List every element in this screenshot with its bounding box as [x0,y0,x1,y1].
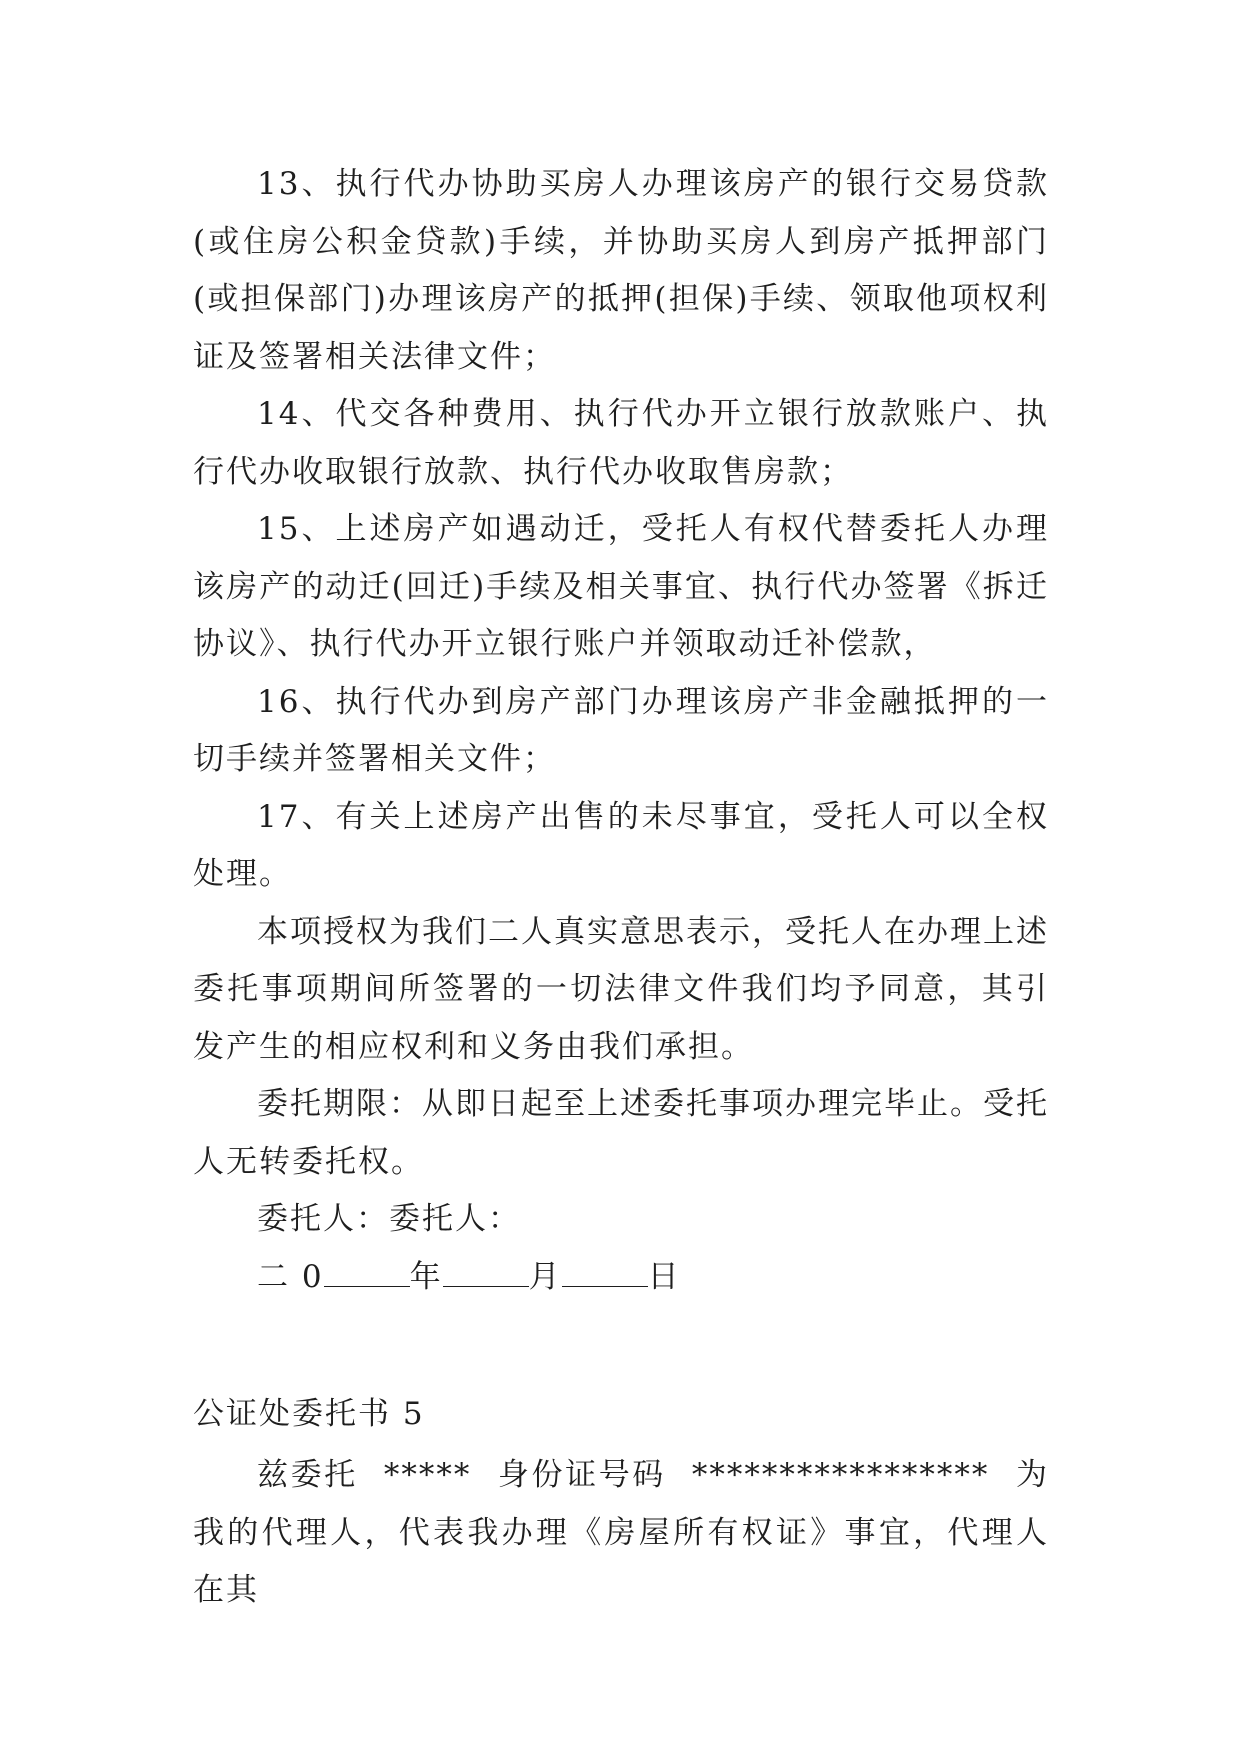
principals-signature-line: 委托人：委托人： [257,1201,521,1237]
term-of-entrustment: 委托期限：从即日起至上述委托事项办理完毕止。受托人无转委托权。 [193,1086,1049,1180]
day-blank [562,1260,648,1287]
masked-id-number: ***************** [691,1457,990,1493]
id-label: 身份证号码 [497,1457,666,1493]
document-page [193,156,1050,1608]
clause-13: 13、执行代办协助买房人办理该房产的银行交易贷款(或住房公积金贷款)手续，并协助买房人到房产抵押部门(或担保部门)办理该房产的抵押(担保)手续、领取他项权利证及签署相关法律文件； [193,166,1049,375]
date-line [193,1249,1049,1307]
clause-14: 14、代交各种费用、执行代办开立银行放款账户、执行代办收取银行放款、执行代办收取售房款； [193,396,1049,490]
month-blank [443,1260,529,1287]
clause-15: 15、上述房产如遇动迁，受托人有权代替委托人办理该房产的动迁(回迁)手续及相关事宜、执行代办签署《拆迁协议》、执行代办开立银行账户并领取动迁补偿款， [193,511,1049,662]
section5-intro [193,1447,1049,1620]
year-blank [324,1260,410,1287]
section-title: 公证处委托书 5 [193,1396,425,1432]
intro-entrust: 兹委托 [257,1457,358,1493]
masked-name: ***** [383,1457,472,1493]
intro-continuation: 为我的代理人，代表我办理《房屋所有权证》事宜，代理人在其 [193,1457,1050,1608]
section5-body [193,1447,1049,1620]
month-label: 月 [528,1258,562,1295]
authorization-statement: 本项授权为我们二人真实意思表示，受托人在办理上述委托事项期间所签署的一切法律文件我们均予同意，其引发产生的相应权利和义务由我们承担。 [193,913,1049,1065]
clause-16: 16、执行代办到房产部门办理该房产非金融抵押的一切手续并签署相关文件； [193,683,1049,777]
date-prefix: 二 0 [257,1258,324,1295]
day-label: 日 [647,1258,681,1295]
clause-17: 17、有关上述房产出售的未尽事宜，受托人可以全权处理。 [193,798,1049,892]
year-label: 年 [409,1258,443,1295]
